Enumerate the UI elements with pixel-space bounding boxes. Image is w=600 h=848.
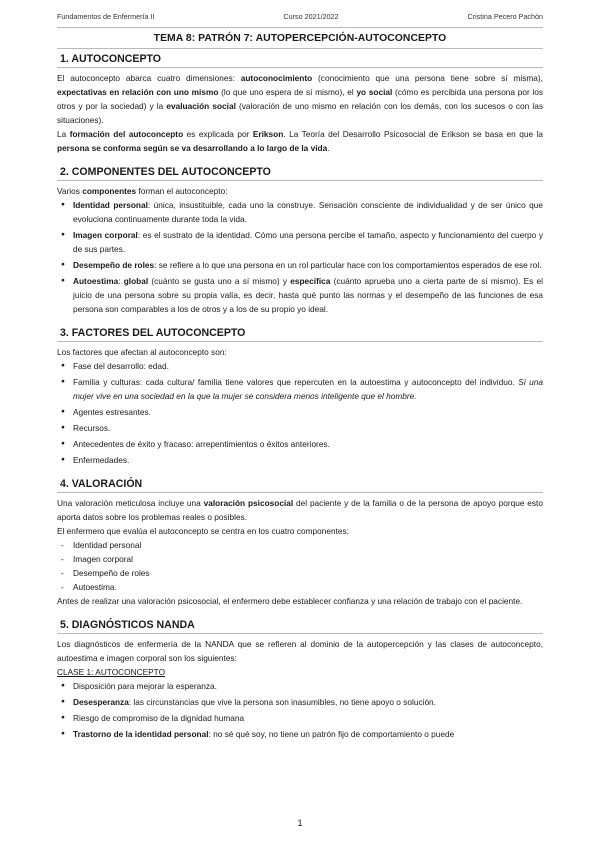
list-item: - Autoestima. [61, 580, 543, 594]
bold-term: evaluación social [166, 101, 236, 111]
text: . La Teoría del Desarrollo Psicosocial de Erikson se basa en que la [283, 129, 543, 139]
text: : las circunstancias que vive la persona son inasumibles, no tiene apoyo o solución. [128, 697, 436, 707]
component-list [57, 198, 543, 316]
header-rule [57, 27, 543, 28]
text: (cuánto se gusta uno a sí mismo) y [148, 276, 291, 286]
diagnosis-list [57, 679, 543, 741]
paragraph: Los diagnósticos de enfermería de la NANDA que se refieren al dominio de la autopercepción y las clases de autoconcepto, autoestima e imagen corporal son los siguientes: [57, 639, 543, 663]
paragraph: El enfermero que evalúa el autoconcepto se centra en los cuatro componentes: [57, 526, 349, 536]
section-factores [57, 327, 543, 467]
bold-term: componentes [82, 186, 137, 196]
bold-term: Imagen corporal [73, 230, 138, 240]
paragraph: Antes de realizar una valoración psicosocial, el enfermero debe establecer confianza y una relación de trabajo con el paciente. [57, 596, 523, 606]
italic-example: Si una mujer vive en una sociedad en la que la mujer se considera menos inteligente que el hombre. [73, 377, 543, 401]
text: Familia y culturas: cada cultura/ familia tiene valores que repercuten en la autoestima y autoconcepto del individuo. [73, 377, 519, 387]
list-item [61, 727, 543, 741]
list-item [61, 711, 543, 725]
paragraph [57, 127, 543, 155]
bold-term: expectativas en relación con uno mismo [57, 87, 219, 97]
paragraph [57, 496, 543, 524]
list-item [61, 274, 543, 316]
bold-term: Desesperanza [73, 697, 129, 707]
text: (cuánto aprueba uno a cierta parte de sí mismo). Es el juicio de una persona sobre su propia valía, es decir, hasta qué punto las normas y el desempeño de las funciones de esa persona son comparables a los de otros y a los de su propio yo ideal. [73, 276, 543, 314]
list-item: ● Fase del desarrollo: edad. [61, 359, 543, 373]
header-course: Fundamentos de Enfermería II [57, 12, 155, 21]
list-item [61, 695, 543, 709]
page-number: 1 [297, 818, 303, 828]
list-item: ● Antecedentes de éxito y fracaso: arrepentimientos o éxitos anteriores. [61, 437, 543, 451]
list-item: ● Recursos. [61, 421, 543, 435]
bold-term: persona se conforma según se va desarrollando a lo largo de la vida [57, 143, 328, 153]
text: Disposición para mejorar la esperanza. [73, 681, 217, 691]
text: . [327, 143, 330, 153]
text: : es el sustrato de la identidad. Cómo una persona percibe el tamaño, aspecto y funcionamiento del cuerpo y de sus partes. [73, 230, 543, 254]
paragraph [57, 71, 543, 127]
section-heading: 1. AUTOCONCEPTO [57, 53, 543, 68]
text: CLASE 1: AUTOCONCEPTO [57, 667, 166, 677]
list-item: ● Enfermedades. [61, 453, 543, 467]
text: El autoconcepto abarca cuatro dimensiones: [57, 73, 241, 83]
section-diagnosticos [57, 619, 543, 741]
bold-term: Erikson [252, 129, 284, 139]
list-item: ● Agentes estresantes. [61, 405, 543, 419]
bold-term: Trastorno de la identidad personal [73, 729, 209, 739]
text: del paciente y de la familia o de la persona de apoyo porque esto aporta datos sobre los problemas reales o posibles. [57, 498, 543, 522]
bold-term: autoconocimiento [240, 73, 313, 83]
section-heading: 4. VALORACIÓN [57, 478, 543, 493]
list-item: - Identidad personal [61, 538, 543, 552]
section-heading: 2. COMPONENTES DEL AUTOCONCEPTO [57, 166, 543, 181]
text: forman el autoconcepto: [136, 186, 228, 196]
title-rule [57, 48, 543, 49]
text: : [118, 276, 124, 286]
section-autoconcepto [57, 53, 543, 155]
list-item [61, 679, 543, 693]
text: es explicada por [183, 129, 253, 139]
text: : no sé qué soy, no tiene un patrón fijo de comportamiento o puede [208, 729, 455, 739]
text: (cómo es percibida una persona por los otros y por la sociedad) y la [57, 87, 543, 111]
list-item [61, 258, 543, 272]
list-item [61, 228, 543, 256]
section-valoracion [57, 478, 543, 608]
document-body [57, 53, 543, 752]
bold-term: específica [290, 276, 331, 286]
bold-term: Desempeño de roles [73, 260, 155, 270]
text: Riesgo de compromiso de la dignidad humana [73, 713, 245, 723]
class-label [57, 665, 543, 679]
text: (conocimiento que una persona tiene sobre sí misma), [312, 73, 543, 83]
text: : única, insustituible, cada uno la construye. Sensación consciente de individualidad y de ser único que evoluciona continuamente durante toda la vida. [73, 200, 543, 224]
factor-list [57, 359, 543, 467]
document-title: TEMA 8: PATRÓN 7: AUTOPERCEPCIÓN-AUTOCONCEPTO [153, 33, 447, 44]
section-heading: 3. FACTORES DEL AUTOCONCEPTO [57, 327, 543, 342]
header-year: Curso 2021/2022 [283, 12, 339, 21]
bold-term: yo social [356, 87, 393, 97]
text: Una valoración meticulosa incluye una [57, 498, 204, 508]
section-componentes [57, 166, 543, 316]
text: La [57, 129, 70, 139]
bold-term: valoración psicosocial [203, 498, 294, 508]
text: (lo que uno espera de sí mismo), el [218, 87, 357, 97]
bold-term: Identidad personal [73, 200, 148, 210]
bold-term: Autoestima [73, 276, 119, 286]
section-heading: 5. DIAGNÓSTICOS NANDA [57, 619, 543, 634]
list-item: - Desempeño de roles [61, 566, 543, 580]
list-item: - Imagen corporal [61, 552, 543, 566]
text: Varios [57, 186, 83, 196]
text: : se refiere a lo que una persona en un rol particular hace con los comportamientos esperados de ese rol. [154, 260, 542, 270]
paragraph: Los factores que afectan al autoconcepto son: [57, 347, 227, 357]
list-item [61, 198, 543, 226]
paragraph [57, 184, 543, 198]
list-item [61, 375, 543, 403]
running-header [57, 12, 543, 21]
bold-term: formación del autoconcepto [69, 129, 184, 139]
text: (valoración de uno mismo en relación con los demás, con los sucesos o con las situaciones). [57, 101, 543, 125]
bold-term: global [123, 276, 149, 286]
header-author: Cristina Pecero Pachón [467, 12, 543, 21]
component-dash-list [57, 538, 543, 594]
